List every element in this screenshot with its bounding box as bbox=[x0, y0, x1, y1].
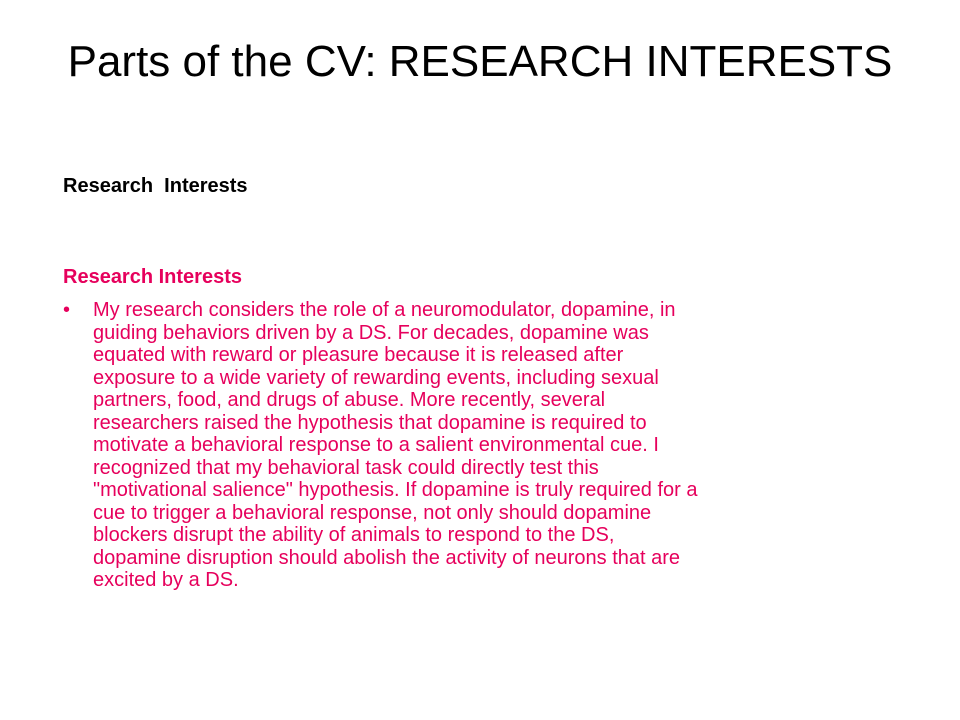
section-heading: Research Interests bbox=[63, 266, 242, 288]
bullet-item bbox=[63, 299, 913, 592]
subheading: Research Interests bbox=[63, 175, 248, 197]
bullet-text: My research considers the role of a neuromodulator, dopamine, in guiding behaviors driven by a DS. For decades, dopamine was equated with reward or pleasure because it is released after exposure to a wide variety of rewarding events, including sexual partners, food, and drugs of abuse. More recently, several researchers raised the hypothesis that dopamine is required to motivate a behavioral response to a salient environmental cue. I recognized that my behavioral task could directly test this "motivational salience" hypothesis. If dopamine is truly required for a cue to trigger a behavioral response, not only should dopamine blockers disrupt the ability of animals to respond to the DS, dopamine disruption should abolish the activity of neurons that are excited by a DS. bbox=[93, 299, 698, 591]
bullet-icon: • bbox=[63, 299, 71, 321]
slide-title: Parts of the CV: RESEARCH INTERESTS bbox=[67, 37, 893, 86]
